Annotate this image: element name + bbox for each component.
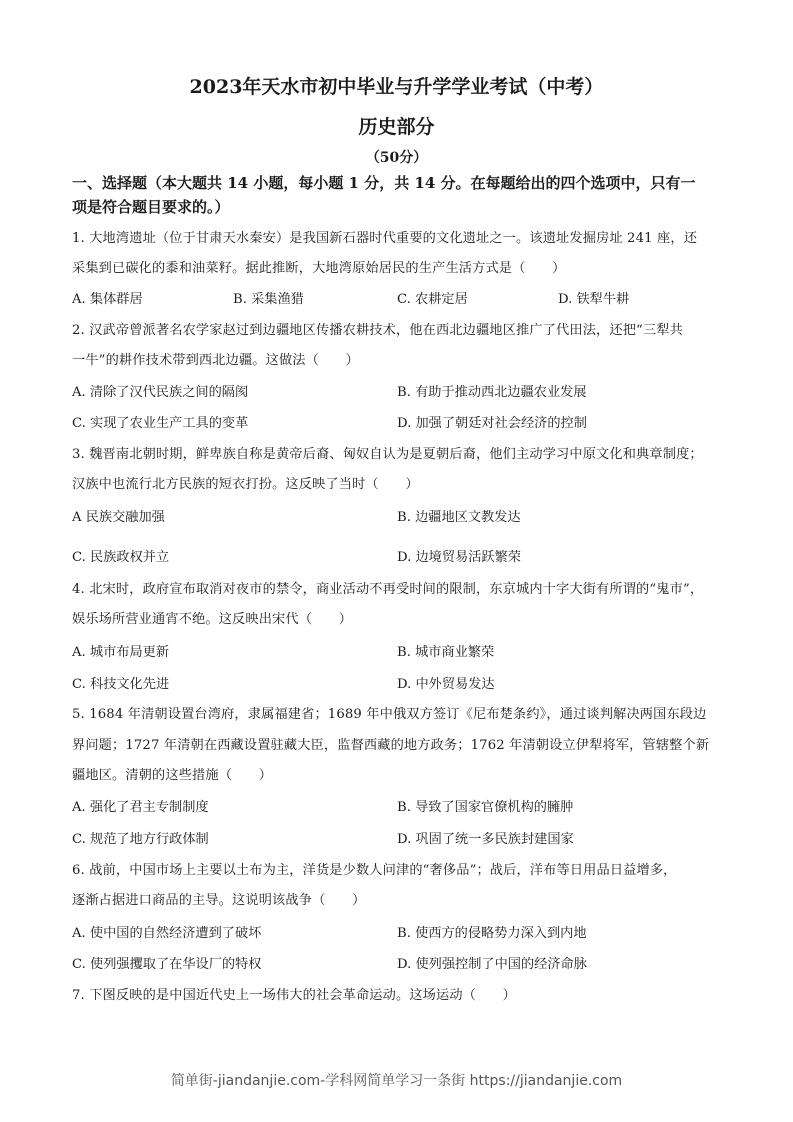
- exam-score: （50分）: [365, 150, 428, 166]
- question-7-line-1: 7. 下图反映的是中国近代史上一场伟大的社会革命运动。这场运动（ ）: [72, 988, 517, 1003]
- question-3-option-d: D. 边境贸易活跃繁荣: [397, 550, 521, 565]
- question-2-option-a: A. 清除了汉代民族之间的隔阂: [72, 385, 249, 400]
- exam-title: 2023年天水市初中毕业与升学学业考试（中考）: [189, 76, 604, 98]
- question-2-option-d: D. 加强了朝廷对社会经济的控制: [397, 416, 587, 431]
- section-heading-line-2: 项是符合题目要求的。）: [72, 198, 230, 216]
- question-1-option-c: C. 农耕定居: [397, 292, 468, 307]
- question-5-option-a: A. 强化了君主专制制度: [72, 800, 209, 815]
- question-4-line-1: 4. 北宋时，政府宣布取消对夜市的禁令，商业活动不再受时间的限制，东京城内十字大街有所谓的“鬼市”，: [72, 582, 704, 597]
- question-1-option-b: B. 采集渔猎: [233, 292, 304, 307]
- question-3-line-2: 汉族中也流行北方民族的短衣打扮。这反映了当时（ ）: [72, 477, 419, 492]
- question-6-option-d: D. 使列强控制了中国的经济命脉: [397, 957, 587, 972]
- question-5-option-c: C. 规范了地方行政体制: [72, 832, 209, 847]
- question-5-line-1: 5. 1684 年清朝设置台湾府，隶属福建省；1689 年中俄双方签订《尼布楚条约》，通过谈判解决两国东段边: [72, 707, 707, 722]
- question-5-option-d: D. 巩固了统一多民族封建国家: [397, 832, 574, 847]
- question-6-line-1: 6. 战前，中国市场上主要以土布为主，洋货是少数人问津的“奢侈品”；战后，洋布等日用品日益增多，: [72, 863, 677, 878]
- footer-watermark: 简单街-jiandanjie.com-学科网简单学习一条街 https://jiandanjie.com: [170, 1073, 623, 1089]
- question-5-line-3: 疆地区。清朝的这些措施（ ）: [72, 768, 273, 783]
- question-2-option-c: C. 实现了农业生产工具的变革: [72, 416, 249, 431]
- section-heading-line-1: 一、选择题（本大题共 14 小题，每小题 1 分，共 14 分。在每题给出的四个选项中，只有一: [72, 174, 696, 192]
- question-3-option-b: B. 边疆地区文教发达: [397, 510, 521, 525]
- question-2-line-1: 2. 汉武帝曾派著名农学家赵过到边疆地区传播农耕技术，他在西北边疆地区推广了代田法，还把“三犁共: [72, 323, 683, 338]
- question-1-option-a: A. 集体群居: [72, 292, 143, 307]
- question-4-option-d: D. 中外贸易发达: [397, 677, 495, 692]
- question-3-line-1: 3. 魏晋南北朝时期，鲜卑族自称是黄帝后裔、匈奴自认为是夏朝后裔，他们主动学习中原文化和典章制度；: [72, 447, 703, 462]
- question-1-option-d: D. 铁犁牛耕: [558, 292, 630, 307]
- question-6-option-b: B. 使西方的侵略势力深入到内地: [397, 926, 587, 941]
- question-1-line-1: 1. 大地湾遗址（位于甘肃天水秦安）是我国新石器时代重要的文化遗址之一。该遗址发掘房址 241 座，还: [72, 231, 698, 246]
- question-4-line-2: 娱乐场所营业通宵不绝。这反映出宋代（ ）: [72, 612, 353, 627]
- question-4-option-b: B. 城市商业繁荣: [397, 645, 495, 660]
- question-4-option-c: C. 科技文化先进: [72, 677, 170, 692]
- question-6-option-a: A. 使中国的自然经济遭到了破坏: [72, 926, 262, 941]
- question-3-option-a: A 民族交融加强: [72, 510, 165, 525]
- question-5-line-2: 界问题；1727 年清朝在西藏设置驻藏大臣，监督西藏的地方政务；1762 年清朝设立伊犁将军，管辖整个新: [72, 738, 710, 753]
- question-1-line-2: 采集到已碳化的黍和油菜籽。据此推断，大地湾原始居民的生产生活方式是（ ）: [72, 261, 566, 276]
- question-4-option-a: A. 城市布局更新: [72, 645, 170, 660]
- question-5-option-b: B. 导致了国家官僚机构的臃肿: [397, 800, 574, 815]
- question-2-line-2: 一牛”的耕作技术带到西北边疆。这做法（ ）: [72, 353, 359, 368]
- question-3-option-c: C. 民族政权并立: [72, 550, 170, 565]
- question-2-option-b: B. 有助于推动西北边疆农业发展: [397, 385, 587, 400]
- question-6-line-2: 逐渐占据进口商品的主导。这说明该战争（ ）: [72, 893, 366, 908]
- question-6-option-c: C. 使列强攫取了在华设厂的特权: [72, 957, 262, 972]
- exam-subtitle: 历史部分: [358, 116, 435, 138]
